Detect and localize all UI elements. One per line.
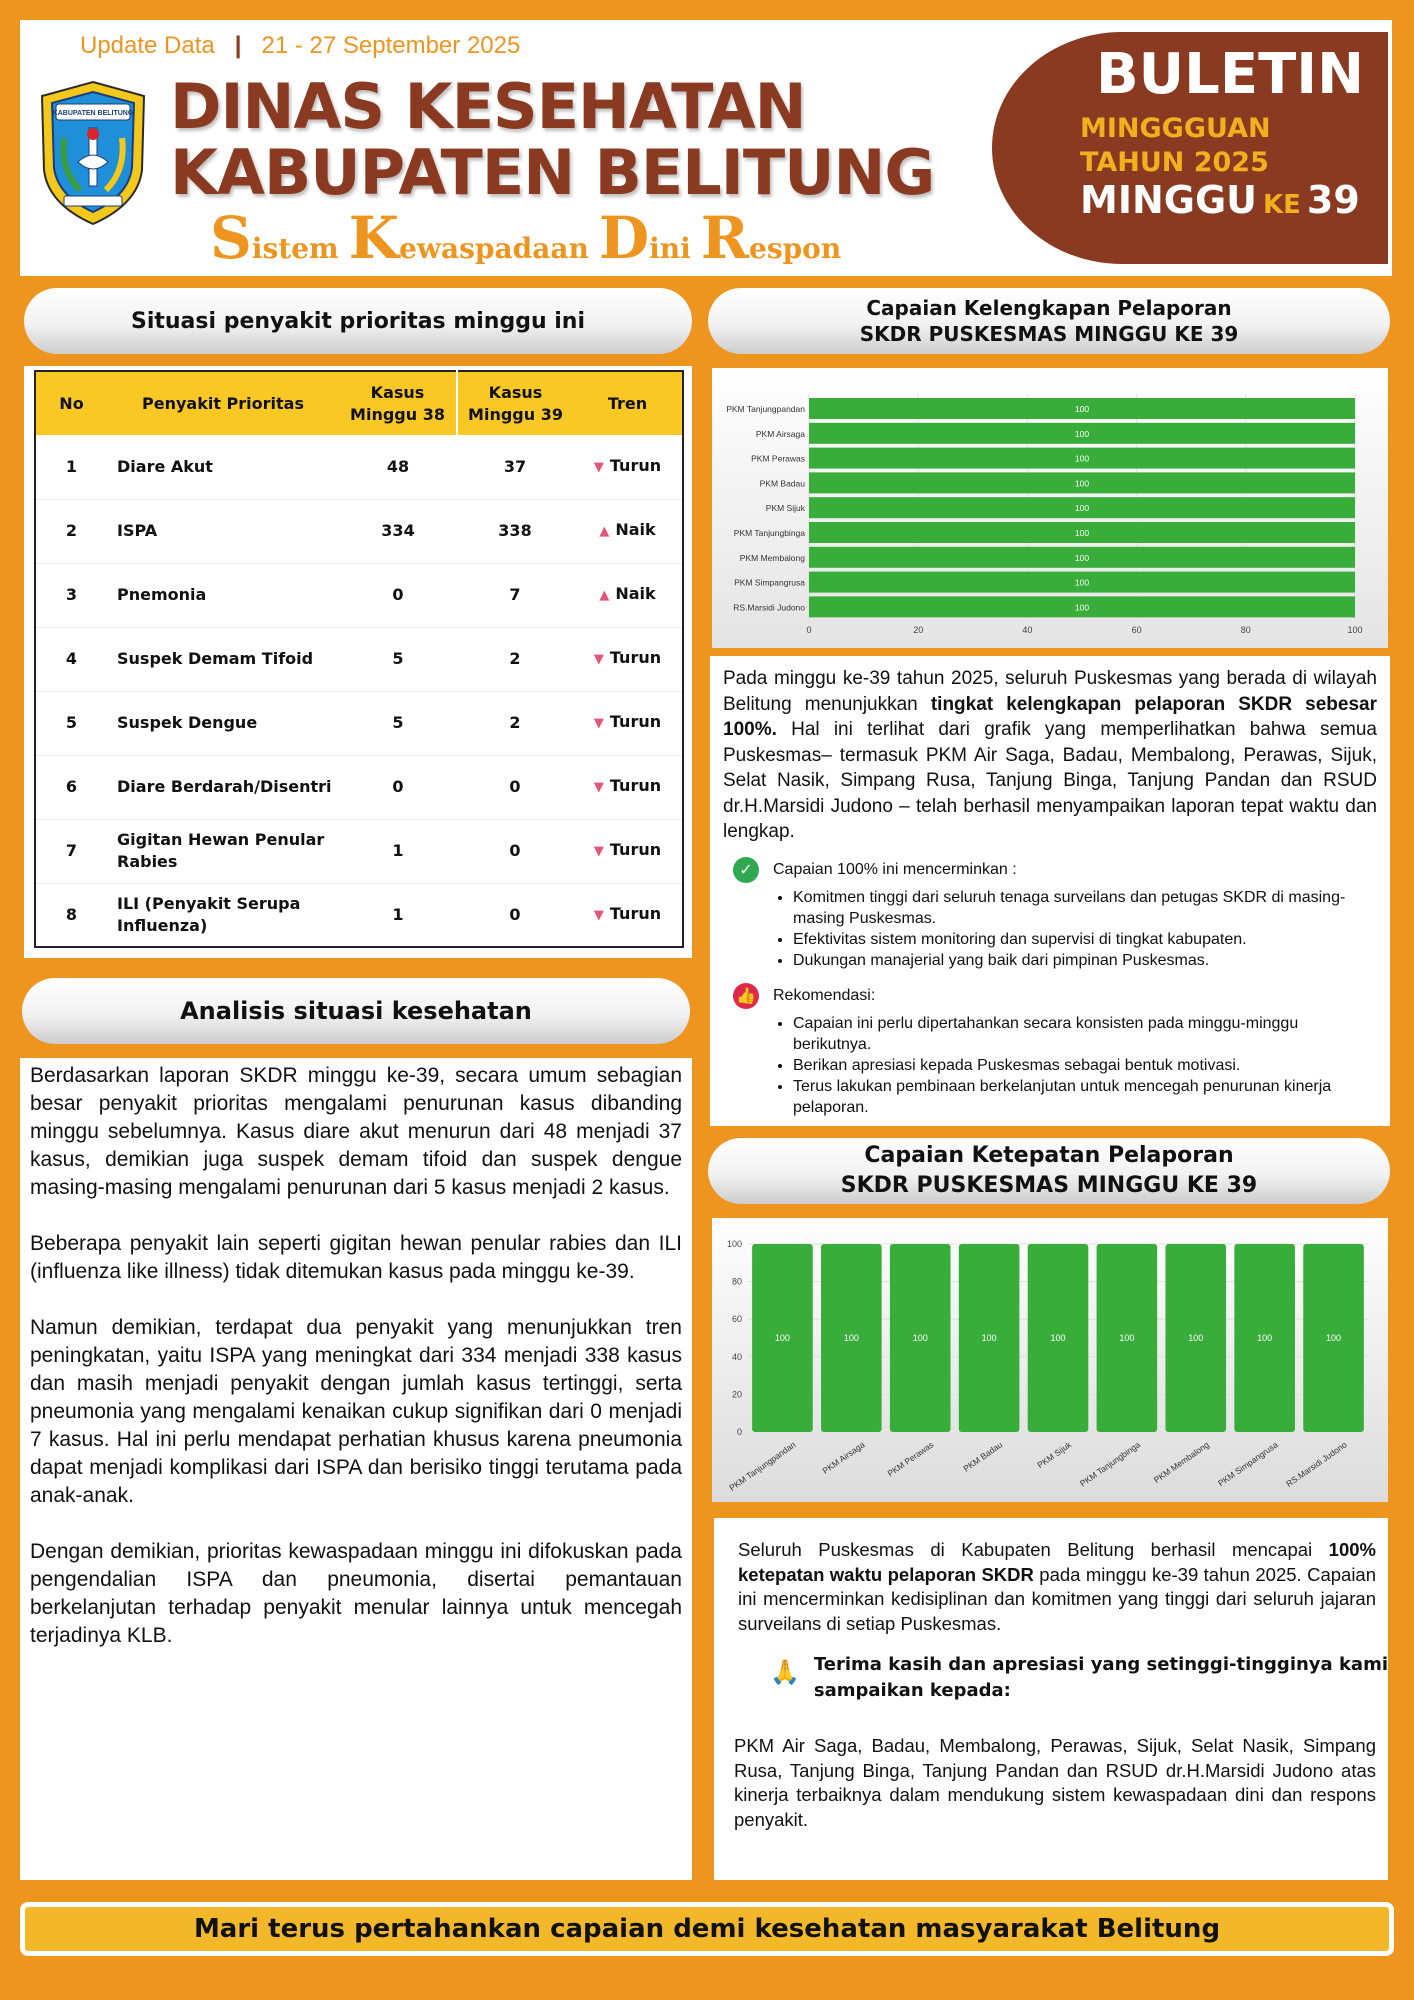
table-row bbox=[35, 819, 683, 883]
closing-paragraph: PKM Air Saga, Badau, Membalong, Perawas, Sijuk, Selat Nasik, Simpang Rusa, Tanjung Binga, Tanjung Pandan dan RSUD dr.H.Marsidi Judono atas kinerja terbaiknya dalam mendukung sistem kewaspadaan dini dan respons penyakit. bbox=[734, 1735, 1376, 1830]
cell-penyakit: Suspek Demam Tifoid bbox=[107, 627, 339, 691]
triangle-up-icon: ▲ bbox=[599, 524, 610, 539]
rekomendasi-heading-text: Rekomendasi: bbox=[773, 986, 876, 1004]
bar-data-label: 100 bbox=[1188, 1333, 1204, 1343]
triangle-up-icon: ▲ bbox=[599, 588, 610, 603]
x-category-label: PKM Tanjungbinga bbox=[1077, 1439, 1143, 1489]
x-category-label: PKM Tanjungpandan bbox=[727, 1439, 798, 1493]
y-category-label: PKM Tanjungbinga bbox=[733, 528, 805, 538]
x-category-label: PKM Airsaga bbox=[820, 1439, 867, 1476]
title-line-2: KABUPATEN BELITUNG bbox=[170, 136, 935, 209]
buletin-line3: TAHUN 2025 bbox=[1080, 147, 1269, 178]
subtitle-initial: R bbox=[700, 204, 749, 272]
cell-kasus-m39: 2 bbox=[457, 691, 573, 755]
priority-disease-table bbox=[34, 370, 684, 948]
cell-kasus-m38: 0 bbox=[339, 563, 457, 627]
y-tick-label: 20 bbox=[731, 1389, 742, 1400]
y-tick-label: 80 bbox=[731, 1276, 742, 1287]
cell-penyakit: Gigitan Hewan Penular Rabies bbox=[107, 819, 339, 883]
cell-penyakit: ISPA bbox=[107, 499, 339, 563]
buletin-title: BULETIN bbox=[1096, 42, 1364, 107]
text-span: pada minggu ke-39 tahun 2025. Capaian ini mencerminkan kedisiplinan dan komitmen yang tinggi dari seluruh jajaran surveilans di setiap Puskesmas. bbox=[738, 1563, 1377, 1634]
thumbs-up-icon: 👍 bbox=[733, 983, 759, 1009]
x-tick-label: 20 bbox=[913, 625, 924, 636]
col-header-penyakit: Penyakit Prioritas bbox=[107, 371, 339, 435]
list-item: • Capaian ini perlu dipertahankan secara konsisten pada minggu-minggu berikutnya. bbox=[793, 1013, 1377, 1055]
analisis-paragraph: Berdasarkan laporan SKDR minggu ke-39, secara umum sebagian besar penyakit prioritas mengalami penurunan kasus dibanding minggu sebelumnya. Kasus diare akut menurun dari 48 menjadi 37 kasus, demikian juga suspek demam tifoid dan suspek dengue masing-masing mengalami penurunan dari 5 kasus menjadi 2 kasus. bbox=[30, 1064, 682, 1199]
y-category-label: PKM Perawas bbox=[751, 453, 805, 464]
x-category-label: PKM Sijuk bbox=[1035, 1439, 1074, 1471]
subtitle-word: ini bbox=[649, 232, 691, 265]
cell-no: 8 bbox=[35, 883, 107, 947]
bar-data-label: 100 bbox=[981, 1333, 997, 1343]
bar-data-label: 100 bbox=[1074, 453, 1090, 464]
section-title-kelengkapan bbox=[708, 288, 1390, 354]
cell-penyakit: Pnemonia bbox=[107, 563, 339, 627]
capaian-heading-text: Capaian 100% ini mencerminkan : bbox=[773, 860, 1017, 878]
buletin-minggu: MINGGU bbox=[1080, 178, 1257, 222]
cell-kasus-m39: 0 bbox=[457, 755, 573, 819]
y-category-label: PKM Membalong bbox=[739, 552, 805, 563]
subtitle-word: espon bbox=[749, 232, 842, 265]
list-item: • Terus lakukan pembinaan berkelanjutan untuk mencegah penurunan kinerja pelaporan. bbox=[793, 1076, 1377, 1118]
trend-label: Naik bbox=[615, 584, 656, 603]
section-title-text: Analisis situasi kesehatan bbox=[180, 997, 532, 1025]
triangle-down-icon: ▼ bbox=[593, 459, 604, 475]
col-header-m39 bbox=[457, 371, 573, 435]
bar-data-label: 100 bbox=[1257, 1333, 1273, 1343]
section-title-text: Situasi penyakit prioritas minggu ini bbox=[130, 308, 586, 334]
bar-data-label: 100 bbox=[1074, 428, 1090, 439]
buletin-badge bbox=[992, 32, 1388, 264]
cell-no: 4 bbox=[35, 627, 107, 691]
bar-data-label: 100 bbox=[1119, 1333, 1135, 1343]
x-category-label: PKM Membalong bbox=[1151, 1439, 1211, 1486]
trend-label: Naik bbox=[615, 520, 656, 539]
footer-banner bbox=[20, 1902, 1394, 1956]
chart-kelengkapan bbox=[712, 368, 1388, 648]
triangle-down-icon: ▼ bbox=[593, 907, 604, 923]
y-tick-label: 40 bbox=[731, 1351, 742, 1362]
date-range: 21 - 27 September 2025 bbox=[261, 32, 521, 59]
trend-label: Turun bbox=[609, 840, 662, 859]
cell-kasus-m39: 338 bbox=[457, 499, 573, 563]
x-tick-label: 60 bbox=[1131, 625, 1142, 636]
cell-penyakit: Diare Berdarah/Disentri bbox=[107, 755, 339, 819]
col-header-no: No bbox=[35, 371, 107, 435]
bar-data-label: 100 bbox=[843, 1333, 859, 1343]
col-header-tren: Tren bbox=[573, 371, 683, 435]
bar-data-label: 100 bbox=[1074, 552, 1090, 563]
cell-kasus-m39: 0 bbox=[457, 819, 573, 883]
trend-label: Turun bbox=[609, 648, 662, 667]
cell-tren bbox=[573, 499, 683, 563]
bar-data-label: 100 bbox=[912, 1333, 928, 1343]
kelengkapan-paragraph bbox=[723, 666, 1377, 845]
rekomendasi-heading bbox=[723, 983, 1377, 1009]
cell-kasus-m38: 5 bbox=[339, 691, 457, 755]
analisis-paragraph: Beberapa penyakit lain seperti gigitan hewan penular rabies dan ILI (influenza like illness) tidak ditemukan kasus pada minggu ke-39. bbox=[30, 1232, 682, 1283]
praying-hands-icon: 🙏 bbox=[770, 1659, 800, 1686]
x-tick-label: 0 bbox=[806, 625, 812, 636]
bar-data-label: 100 bbox=[1074, 503, 1090, 514]
cell-kasus-m38: 0 bbox=[339, 755, 457, 819]
y-category-label: RS.Marsidi Judono bbox=[733, 602, 805, 613]
x-category-label: PKM Badau bbox=[961, 1439, 1005, 1474]
cell-tren bbox=[573, 755, 683, 819]
x-category-label: PKM Perawas bbox=[885, 1439, 936, 1479]
section-title-analisis bbox=[22, 978, 690, 1044]
thanks-text: Terima kasih dan apresiasi yang setinggi-tingginya kami sampaikan kepada: bbox=[813, 1654, 1388, 1701]
analisis-paragraph: Namun demikian, terdapat dua penyakit yang menunjukkan tren peningkatan, yaitu ISPA yang meningkat dari 334 menjadi 338 kasus dan masih menjadi penyakit dengan jumlah kasus tertinggi, serta pneumonia yang mengalami kenaikan cukup signifikan dari 0 menjadi 7 kasus. Hal ini perlu mendapat perhatian khusus karena pneumonia dapat menjadi komplikasi dari ISPA dan berisiko tinggi terutama pada anak-anak. bbox=[30, 1316, 682, 1507]
cell-penyakit: Suspek Dengue bbox=[107, 691, 339, 755]
cell-no: 7 bbox=[35, 819, 107, 883]
subtitle-initial: D bbox=[598, 204, 650, 272]
bar-data-label: 100 bbox=[1074, 602, 1090, 613]
y-tick-label: 100 bbox=[726, 1239, 742, 1249]
cell-tren bbox=[573, 819, 683, 883]
title-line-1: DINAS KESEHATAN bbox=[170, 70, 806, 143]
capaian-list bbox=[793, 887, 1377, 971]
ketepatan-paragraph bbox=[714, 1518, 1388, 1636]
section-title-ketepatan bbox=[708, 1138, 1390, 1204]
triangle-down-icon: ▼ bbox=[593, 844, 604, 859]
subtitle-skdr bbox=[210, 204, 851, 272]
y-tick-label: 60 bbox=[731, 1314, 742, 1325]
cell-no: 3 bbox=[35, 563, 107, 627]
check-circle-icon: ✓ bbox=[733, 857, 759, 883]
thanks-heading bbox=[770, 1652, 1388, 1704]
cell-kasus-m38: 48 bbox=[339, 435, 457, 499]
kabupaten-belitung-logo bbox=[34, 78, 152, 228]
cell-kasus-m39: 2 bbox=[457, 627, 573, 691]
cell-no: 2 bbox=[35, 499, 107, 563]
cell-kasus-m38: 5 bbox=[339, 627, 457, 691]
cell-kasus-m39: 0 bbox=[457, 883, 573, 947]
cell-kasus-m38: 1 bbox=[339, 819, 457, 883]
x-category-label: RS.Marsidi Judono bbox=[1284, 1439, 1349, 1489]
subtitle-initial: K bbox=[348, 204, 400, 272]
triangle-down-icon: ▼ bbox=[593, 652, 604, 667]
header bbox=[20, 20, 1392, 276]
table-row bbox=[35, 435, 683, 499]
subtitle-initial: S bbox=[210, 204, 252, 272]
col-header-m38-line2: Minggu 38 bbox=[350, 404, 445, 424]
trend-label: Turun bbox=[609, 712, 662, 731]
y-category-label: PKM Badau bbox=[759, 478, 805, 489]
chart-ketepatan-svg bbox=[712, 1218, 1388, 1502]
cell-tren bbox=[573, 691, 683, 755]
col-header-m38-line1: Kasus bbox=[370, 382, 425, 402]
trend-label: Turun bbox=[609, 776, 662, 795]
list-item: • Dukungan manajerial yang baik dari pimpinan Puskesmas. bbox=[793, 950, 1377, 971]
bar-data-label: 100 bbox=[1074, 528, 1090, 538]
bar-data-label: 100 bbox=[1326, 1333, 1342, 1343]
update-label: Update Data bbox=[80, 32, 215, 59]
buletin-line2: MINGGGUAN bbox=[1080, 113, 1271, 144]
logo-text: KABUPATEN BELITUNG bbox=[52, 110, 134, 117]
y-tick-label: 0 bbox=[736, 1427, 742, 1437]
cell-kasus-m39: 37 bbox=[457, 435, 573, 499]
cell-penyakit: Diare Akut bbox=[107, 435, 339, 499]
table-row bbox=[35, 883, 683, 947]
y-category-label: PKM Simpangrusa bbox=[734, 577, 805, 588]
cell-kasus-m38: 1 bbox=[339, 883, 457, 947]
x-tick-label: 40 bbox=[1022, 625, 1033, 636]
cell-kasus-m38: 334 bbox=[339, 499, 457, 563]
cell-tren bbox=[573, 563, 683, 627]
trend-label: Turun bbox=[609, 455, 662, 475]
cell-penyakit: ILI (Penyakit Serupa Influenza) bbox=[107, 883, 339, 947]
buletin-week bbox=[1080, 178, 1360, 222]
cell-kasus-m39: 7 bbox=[457, 563, 573, 627]
analisis-paragraph: Dengan demikian, prioritas kewaspadaan minggu ini difokuskan pada pengendalian ISPA dan pneumonia, disertai pemantauan berkelanjutan terhadap penyakit menular lainnya untuk mencegah terjadinya KLB. bbox=[30, 1540, 682, 1647]
text-span: Seluruh Puskesmas di Kabupaten Belitung berhasil mencapai bbox=[738, 1539, 1329, 1560]
buletin-ke: KE bbox=[1263, 190, 1301, 220]
cell-no: 6 bbox=[35, 755, 107, 819]
y-category-label: PKM Sijuk bbox=[765, 503, 805, 514]
col-header-m38 bbox=[339, 371, 457, 435]
table-row bbox=[35, 499, 683, 563]
section-title-line2: SKDR PUSKESMAS MINGGU KE 39 bbox=[859, 322, 1239, 346]
text-bold: 100% ketepatan waktu pelaporan SKDR bbox=[738, 1539, 1376, 1585]
chart-ketepatan bbox=[712, 1218, 1388, 1502]
section-title-line1: Capaian Kelengkapan Pelaporan bbox=[866, 296, 1232, 320]
buletin-frequency bbox=[1080, 112, 1271, 180]
table-header-row bbox=[35, 371, 683, 435]
rekomendasi-list bbox=[793, 1013, 1377, 1118]
bar-data-label: 100 bbox=[1074, 577, 1090, 588]
analisis-text-panel bbox=[20, 1058, 692, 1880]
update-data-line bbox=[80, 32, 520, 60]
cell-tren bbox=[573, 883, 683, 947]
text-span: Hal ini terlihat dari grafik yang memperlihatkan bahwa semua Puskesmas– termasuk PKM Air Saga, Badau, Membalong, Perawas, Sijuk, Selat Nasik, Simpang Rusa, Tanjung Binga, Tanjung Pandan dan RSUD dr.H.Marsidi Judono – telah berhasil menyampaikan laporan tepat waktu dan lengkap. bbox=[723, 719, 1377, 842]
ketepatan-text-panel bbox=[714, 1518, 1388, 1880]
subtitle-word: ewaspadaan bbox=[399, 232, 589, 265]
table-row bbox=[35, 627, 683, 691]
footer-text: Mari terus pertahankan capaian demi kesehatan masyarakat Belitung bbox=[193, 1914, 1221, 1944]
buletin-number: 39 bbox=[1306, 178, 1360, 222]
trend-label: Turun bbox=[609, 903, 662, 923]
cell-no: 1 bbox=[35, 435, 107, 499]
bar-data-label: 100 bbox=[1074, 404, 1090, 414]
list-item: • Efektivitas sistem monitoring dan supervisi di tingkat kabupaten. bbox=[793, 929, 1377, 950]
x-tick-label: 100 bbox=[1347, 625, 1363, 636]
bar-data-label: 100 bbox=[774, 1333, 790, 1343]
col-header-m39-line2: Minggu 39 bbox=[468, 404, 563, 424]
table-row bbox=[35, 563, 683, 627]
capaian-heading bbox=[723, 857, 1377, 883]
section-title-situasi bbox=[24, 288, 692, 354]
text-span: Pada minggu ke-39 tahun 2025, seluruh Puskesmas yang berada di wilayah Belitung menunjukkan bbox=[723, 668, 1377, 715]
bar-data-label: 100 bbox=[1074, 478, 1090, 489]
bar-data-label: 100 bbox=[1050, 1333, 1066, 1343]
table-row bbox=[35, 691, 683, 755]
text-bold: tingkat kelengkapan pelaporan SKDR sebesar 100%. bbox=[723, 693, 1377, 740]
triangle-down-icon: ▼ bbox=[593, 716, 604, 731]
col-header-m39-line1: Kasus bbox=[488, 382, 543, 402]
y-category-label: PKM Airsaga bbox=[755, 428, 805, 439]
x-category-label: PKM Simpangrusa bbox=[1216, 1439, 1280, 1489]
cell-no: 5 bbox=[35, 691, 107, 755]
divider: | bbox=[234, 32, 242, 59]
triangle-down-icon: ▼ bbox=[593, 780, 604, 795]
list-item: • Berikan apresiasi kepada Puskesmas sebagai bentuk motivasi. bbox=[793, 1055, 1377, 1076]
cell-tren bbox=[573, 435, 683, 499]
section-title-line1: Capaian Ketepatan Pelaporan bbox=[864, 1143, 1234, 1168]
priority-disease-table-panel bbox=[24, 366, 692, 958]
kelengkapan-text-panel bbox=[710, 656, 1390, 1126]
y-category-label: PKM Tanjungpandan bbox=[726, 404, 805, 414]
chart-kelengkapan-svg bbox=[712, 368, 1388, 648]
subtitle-word: istem bbox=[251, 232, 339, 265]
section-title-line2: SKDR PUSKESMAS MINGGU KE 39 bbox=[840, 1173, 1258, 1198]
cell-tren bbox=[573, 627, 683, 691]
x-tick-label: 80 bbox=[1240, 625, 1251, 636]
list-item: • Komitmen tinggi dari seluruh tenaga surveilans dan petugas SKDR di masing-masing Puskesmas. bbox=[793, 887, 1377, 929]
table-row bbox=[35, 755, 683, 819]
